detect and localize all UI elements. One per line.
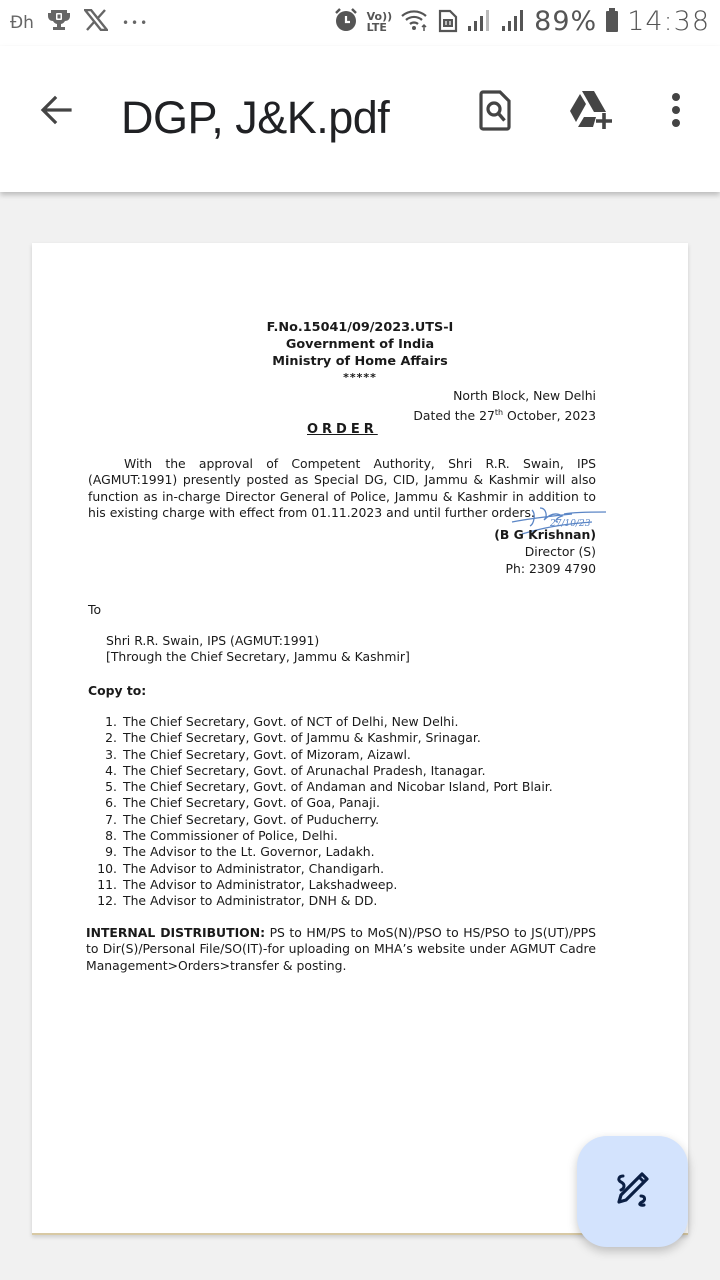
copy-to-item-number: 11. bbox=[97, 876, 117, 892]
find-in-document-icon bbox=[479, 89, 513, 135]
annotate-pen-icon bbox=[613, 1170, 653, 1214]
copy-to-item-text: The Chief Secretary, Govt. of Jammu & Kashmir, Srinagar. bbox=[123, 730, 481, 746]
annotate-button[interactable] bbox=[577, 1136, 688, 1247]
copy-to-item-number: 3. bbox=[105, 746, 117, 762]
internal-distribution-label: INTERNAL DISTRIBUTION: bbox=[86, 925, 266, 940]
copy-to-list bbox=[88, 714, 553, 910]
battery-percent: 89% bbox=[534, 6, 598, 37]
signatory-designation: Director (S) bbox=[524, 544, 596, 559]
date-prefix: Dated the 27 bbox=[413, 408, 495, 424]
more-vert-icon bbox=[670, 92, 682, 132]
add-to-drive-icon bbox=[568, 89, 616, 135]
disney-hotstar-icon: Ɖh bbox=[10, 12, 34, 33]
copy-to-item bbox=[88, 730, 553, 746]
signature-date: 27/10/23 bbox=[550, 519, 591, 529]
copy-to-item-text: The Commissioner of Police, Delhi. bbox=[123, 828, 338, 844]
signatory-name: (B G Krishnan) bbox=[494, 527, 596, 542]
copy-to-item bbox=[88, 828, 553, 844]
copy-to-item-text: The Advisor to Administrator, DNH & DD. bbox=[123, 893, 378, 909]
arrow-back-icon bbox=[38, 92, 74, 132]
date-line bbox=[413, 405, 596, 424]
copy-to-item-text: The Chief Secretary, Govt. of Puducherry. bbox=[123, 811, 380, 827]
copy-to-item-number: 2. bbox=[105, 730, 117, 746]
status-bar bbox=[0, 0, 720, 46]
find-in-document-button[interactable] bbox=[474, 90, 518, 134]
volte-icon bbox=[367, 11, 393, 33]
copy-to-label: Copy to: bbox=[88, 683, 147, 698]
more-options-button[interactable] bbox=[654, 90, 698, 134]
date-suffix: October, 2023 bbox=[503, 408, 596, 424]
copy-to-item-text: The Chief Secretary, Govt. of Goa, Panaji. bbox=[123, 795, 380, 811]
wifi-icon bbox=[400, 7, 430, 37]
copy-to-item bbox=[88, 779, 553, 795]
volte-label: Vo)) bbox=[366, 9, 393, 23]
sim-icon bbox=[438, 7, 458, 37]
copy-to-item bbox=[88, 795, 553, 811]
battery-icon bbox=[605, 7, 619, 37]
government-heading: Government of India bbox=[285, 337, 435, 352]
clock: 14:38 bbox=[627, 6, 710, 37]
signatory-phone: Ph: 2309 4790 bbox=[505, 561, 596, 576]
copy-to-item-number: 10. bbox=[97, 860, 117, 876]
addressee-line-1: Shri R.R. Swain, IPS (AGMUT:1991) bbox=[106, 633, 320, 648]
copy-to-item-text: The Advisor to the Lt. Governor, Ladakh. bbox=[123, 844, 375, 860]
alarm-icon bbox=[333, 7, 359, 37]
add-to-drive-button[interactable] bbox=[570, 90, 614, 134]
copy-to-item-text: The Chief Secretary, Govt. of NCT of Delhi, New Delhi. bbox=[123, 714, 459, 729]
document-title: DGP, J&K.pdf bbox=[121, 92, 390, 143]
copy-to-item-number: 12. bbox=[97, 893, 117, 909]
copy-to-item-text: The Chief Secretary, Govt. of Andaman and Nicobar Island, Port Blair. bbox=[123, 779, 553, 795]
copy-to-item-text: The Advisor to Administrator, Lakshadweep. bbox=[123, 876, 398, 892]
internal-distribution bbox=[86, 925, 596, 974]
date-sup: th bbox=[494, 408, 504, 417]
copy-to-item-text: The Advisor to Administrator, Chandigarh. bbox=[123, 860, 385, 876]
copy-to-item-text: The Chief Secretary, Govt. of Arunachal Pradesh, Itanagar. bbox=[123, 762, 486, 778]
signal-icon bbox=[466, 7, 492, 37]
copy-to-item-number: 8. bbox=[105, 828, 117, 844]
copy-to-item bbox=[88, 747, 553, 763]
stars-separator: ***** bbox=[343, 371, 377, 384]
order-heading: ORDER bbox=[307, 422, 378, 437]
more-notifications-icon: ••• bbox=[121, 15, 150, 30]
internal-distribution-text: PS to HM/PS to MoS(N)/PSO to HS/PSO to JS(UT)/PPS to Dir(S)/Personal File/SO(IT)-for uploading on MHA’s website under AGMUT Cadre Management>Orders>transfer & posting. bbox=[86, 925, 596, 973]
copy-to-item bbox=[88, 812, 553, 828]
addressee bbox=[106, 633, 410, 666]
to-label: To bbox=[88, 602, 102, 617]
dream11-trophy-icon bbox=[48, 8, 70, 37]
copy-to-item-number: 6. bbox=[105, 795, 117, 811]
lte-label: LTE bbox=[366, 20, 387, 34]
pdf-page[interactable] bbox=[32, 243, 688, 1235]
copy-to-item-number: 1. bbox=[105, 714, 117, 729]
order-body-text: With the approval of Competent Authority, Shri R.R. Swain, IPS (AGMUT:1991) presently posted as Special DG, CID, Jammu & Kashmir will also function as in-charge Director General of Police, Jammu & Kashmir in addition to his existing charge with effect from 01.11.2023 and until further orders. bbox=[88, 456, 596, 520]
place: North Block, New Delhi bbox=[453, 388, 596, 403]
copy-to-item bbox=[88, 893, 553, 909]
copy-to-item bbox=[88, 714, 553, 730]
file-number: F.No.15041/09/2023.UTS-I bbox=[266, 320, 454, 335]
addressee-line-2: [Through the Chief Secretary, Jammu & Kashmir] bbox=[106, 649, 410, 665]
copy-to-item bbox=[88, 877, 553, 893]
copy-to-item-number: 5. bbox=[105, 779, 117, 795]
copy-to-item bbox=[88, 763, 553, 779]
copy-to-item bbox=[88, 861, 553, 877]
copy-to-item bbox=[88, 844, 553, 860]
app-bar bbox=[0, 46, 720, 192]
back-button[interactable] bbox=[34, 90, 78, 134]
copy-to-item-number: 7. bbox=[105, 811, 117, 827]
copy-to-item-number: 4. bbox=[105, 762, 117, 778]
signal-icon bbox=[500, 7, 526, 37]
x-twitter-icon bbox=[84, 9, 108, 36]
copy-to-item-text: The Chief Secretary, Govt. of Mizoram, Aizawl. bbox=[123, 746, 411, 762]
ministry-heading: Ministry of Home Affairs bbox=[272, 354, 448, 369]
copy-to-item-number: 9. bbox=[105, 844, 117, 860]
